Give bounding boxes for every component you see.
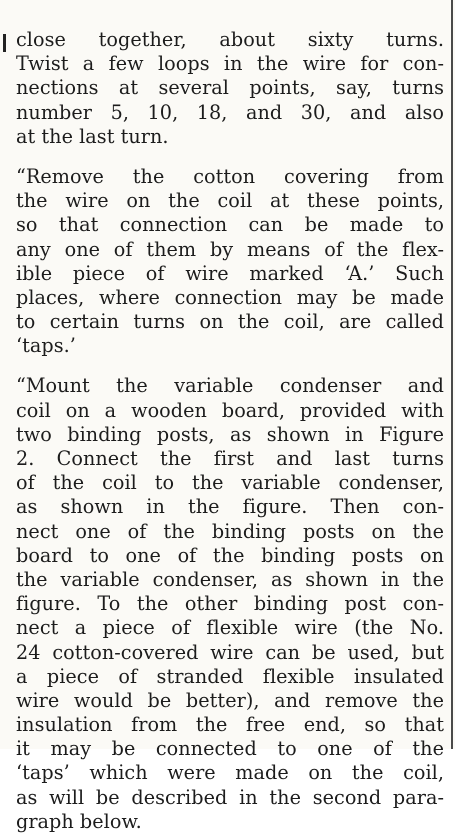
text-line: so that connection can be made to — [16, 213, 444, 237]
text-line: it may be connected to one of the — [16, 737, 444, 761]
text-line: the variable condenser, as shown in the — [16, 567, 444, 591]
text-line: insulation from the free end, so that — [16, 713, 444, 737]
text-line: two binding posts, as shown in Figure — [16, 422, 444, 446]
text-line: coil on a wooden board, provided with — [16, 398, 444, 422]
text-line: board to one of the binding posts on — [16, 543, 444, 567]
column-left-rule — [3, 34, 6, 52]
text-line: of the coil to the variable condenser, — [16, 471, 444, 495]
text-line: a piece of stranded flexible insulated — [16, 664, 444, 688]
text-line: as shown in the figure. Then con- — [16, 495, 444, 519]
text-line: wire would be better), and remove the — [16, 688, 444, 712]
text-line: 2. Connect the first and last turns — [16, 447, 444, 470]
text-line: nections at several points, say, turns — [16, 76, 444, 100]
text-line: ible piece of wire marked ‘A.’ Such — [16, 261, 444, 285]
text-line: the wire on the coil at these points, — [16, 189, 444, 213]
text-line: close together, about sixty turns. — [16, 28, 444, 51]
paragraph-2 — [16, 165, 444, 359]
paragraph-3 — [16, 374, 444, 834]
article-column — [16, 28, 444, 834]
text-line: “Remove the cotton covering from — [16, 164, 444, 188]
text-line: to certain turns on the coil, are called — [16, 310, 444, 334]
text-line: at the last turn. — [16, 124, 169, 148]
text-line: graph below. — [16, 809, 142, 833]
text-line: nect one of the binding posts on the — [16, 519, 444, 543]
text-line: ‘taps’ which were made on the coil, — [16, 761, 444, 785]
text-line: as will be described in the second para- — [16, 785, 444, 809]
text-line: places, where connection may be made — [16, 285, 444, 309]
text-line: 24 cotton-covered wire can be used, but — [16, 640, 444, 664]
text-line: nect a piece of flexible wire (the No. — [16, 616, 444, 640]
text-line: number 5, 10, 18, and 30, and also — [16, 100, 444, 124]
text-line: “Mount the variable condenser and — [16, 374, 444, 398]
text-line: ‘taps.’ — [16, 334, 76, 358]
text-line: any one of them by means of the flex- — [16, 237, 444, 261]
text-line: Twist a few loops in the wire for con- — [16, 52, 444, 76]
text-line: figure. To the other binding post con- — [16, 592, 444, 616]
column-right-rule — [451, 0, 453, 749]
paragraph-1 — [16, 28, 444, 149]
